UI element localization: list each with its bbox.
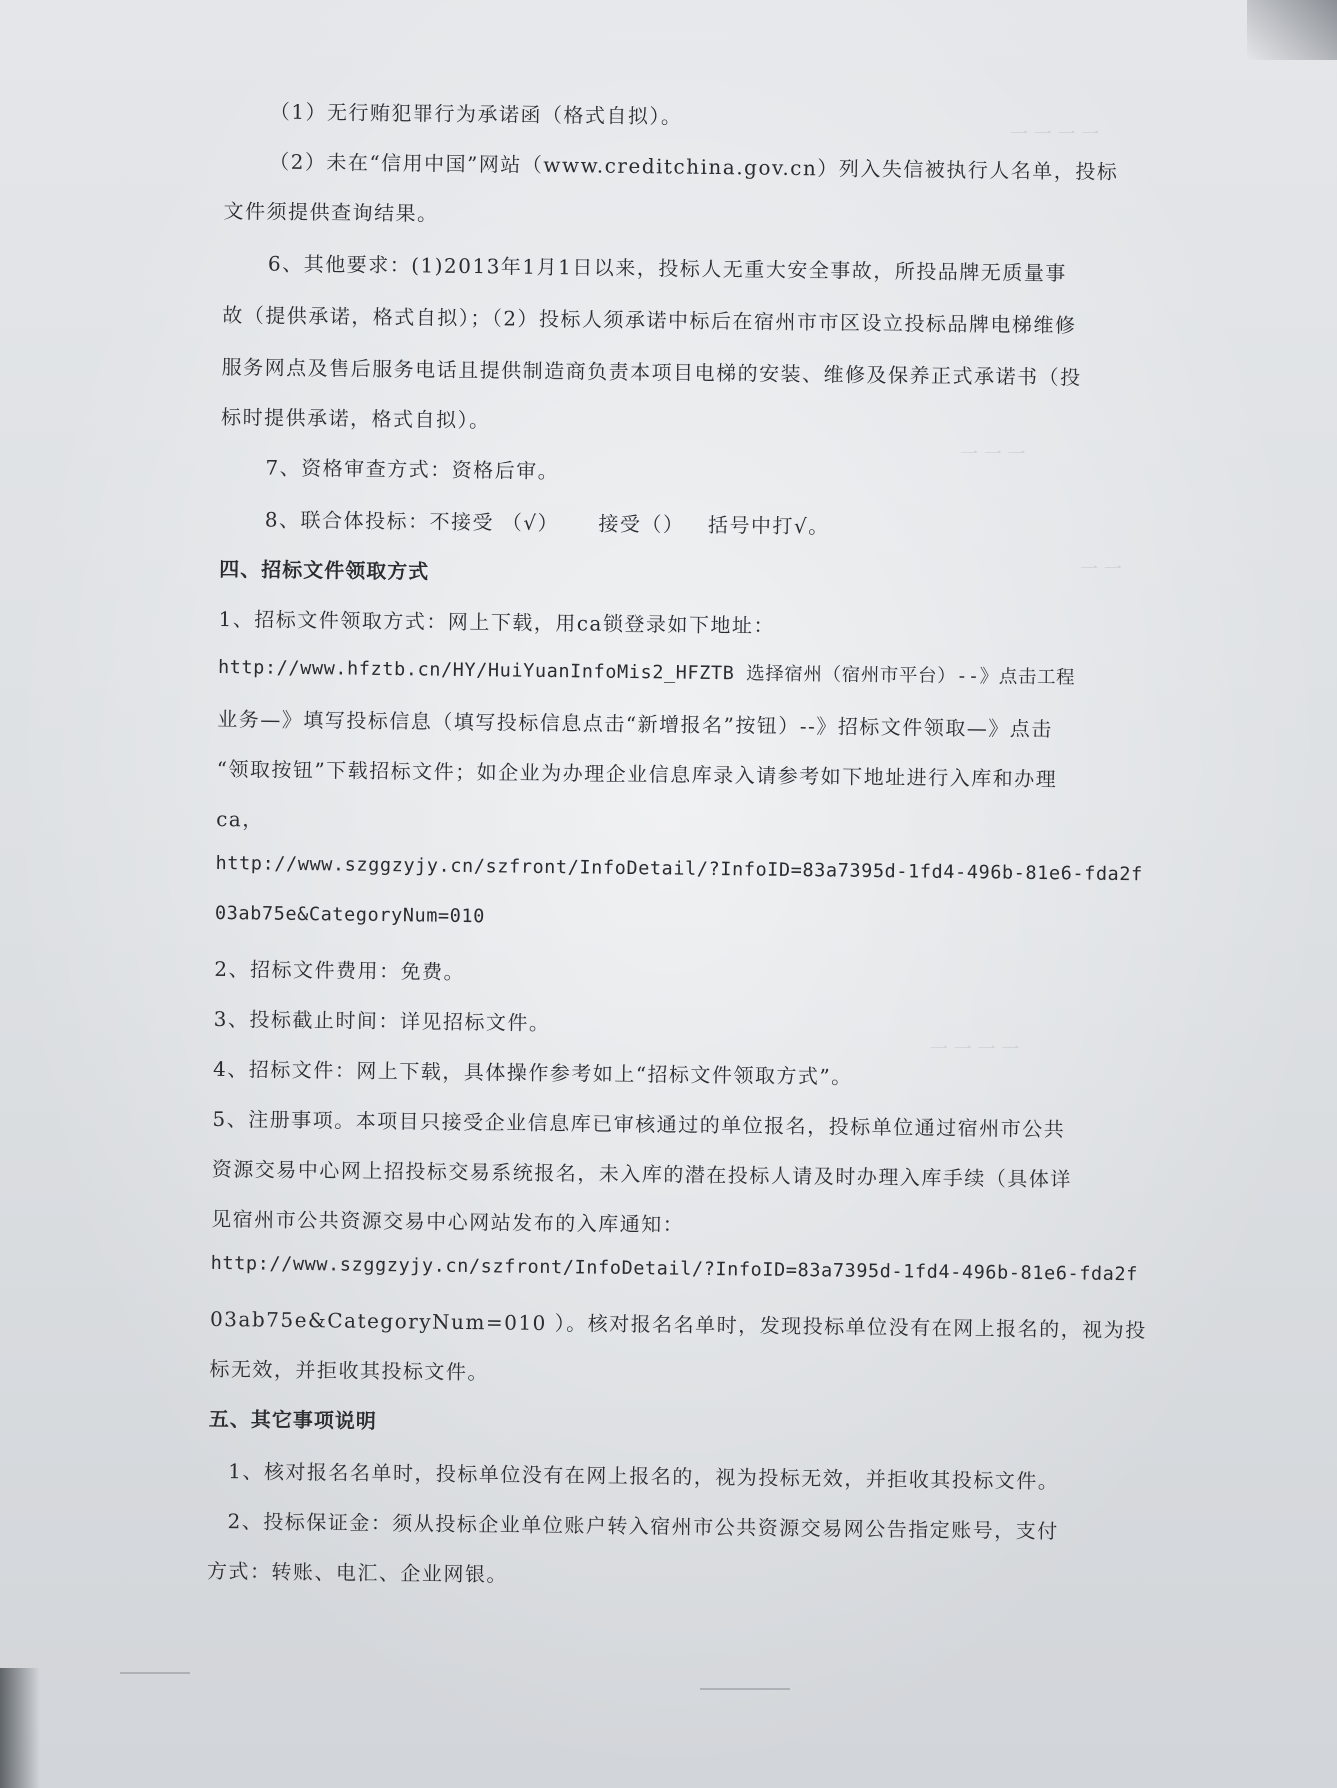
- text-line: （1）无行贿犯罪行为承诺函（格式自拟）。: [269, 99, 683, 129]
- scan-mark: [120, 1672, 190, 1674]
- text-line: 1、招标文件领取方式：网上下载，用ca锁登录如下地址：: [218, 606, 776, 638]
- text-line: 方式：转账、电汇、企业网银。: [206, 1558, 509, 1587]
- bleed-through-text: 一 一 一 一: [930, 1039, 1020, 1060]
- text-line: 8、联合体投标：不接受 （√） 接受（） 括号中打√。: [264, 507, 830, 539]
- text-line: 1、核对报名名单时，投标单位没有在网上报名的，视为投标无效，并拒收其投标文件。: [228, 1459, 1060, 1494]
- text-line: 03ab75e&CategoryNum=010 ）。核对报名名单时，发现投标单位没有在网上报名的，视为投: [209, 1306, 1147, 1343]
- text-line: 标时提供承诺，格式自拟）。: [220, 404, 491, 433]
- page-edge-shadow: [0, 1668, 40, 1788]
- page-corner-shadow: [1247, 0, 1337, 60]
- bleed-through-text: 一 一 一 一: [1010, 124, 1100, 145]
- text-line: 7、资格审查方式：资格后审。: [265, 455, 560, 484]
- text-line: ca，: [216, 806, 264, 832]
- text-line: 故（提供承诺，格式自拟）；（2）投标人须承诺中标后在宿州市市区设立投标品牌电梯维修: [222, 302, 1077, 338]
- text-line: 标无效，并拒收其投标文件。: [209, 1356, 490, 1385]
- url-line: http://www.szggzyjy.cn/szfront/InfoDetail/?InfoID=83a7395d-1fd4-496b-81e6-fda2f: [215, 852, 1143, 886]
- text-line: 3、投标截止时间：详见招标文件。: [213, 1006, 551, 1036]
- text-line: 6、其他要求：(1)2013年1月1日以来，投标人无重大安全事故，所投品牌无质量事: [267, 251, 1067, 286]
- section-heading: 四、招标文件领取方式: [219, 556, 430, 584]
- text-line: 服务网点及售后服务电话且提供制造商负责本项目电梯的安装、维修及保养正式承诺书（投: [221, 354, 1082, 390]
- text-line: 4、招标文件：网上下载，具体操作参考如上“招标文件领取方式”。: [212, 1056, 853, 1089]
- url-line: http://www.hfztb.cn/HY/HuiYuanInfoMis2_HFZTB 选择宿州（宿州市平台）--》点击工程: [217, 656, 1076, 689]
- scan-mark: [700, 1688, 790, 1690]
- text-line: （2）未在“信用中国”网站（www.creditchina.gov.cn）列入失信被执行人名单，投标: [269, 149, 1119, 184]
- text-line: 5、注册事项。本项目只接受企业信息库已审核通过的单位报名，投标单位通过宿州市公共: [212, 1106, 1066, 1142]
- section-heading: 五、其它事项说明: [208, 1406, 377, 1433]
- text-line: 资源交易中心网上招投标交易系统报名，未入库的潜在投标人请及时办理入库手续（具体详: [211, 1156, 1072, 1192]
- bleed-through-text: 一 一: [1080, 559, 1122, 580]
- text-line: 2、招标文件费用：免费。: [214, 956, 466, 984]
- bleed-through-text: 一 一 一: [960, 444, 1026, 465]
- url-line: 03ab75e&CategoryNum=010: [214, 902, 486, 928]
- text-line: 见宿州市公共资源交易中心网站发布的入库通知：: [211, 1206, 685, 1237]
- text-line: 业务—》填写投标信息（填写投标信息点击“新增报名”按钮）--》招标文件领取—》点击: [217, 706, 1053, 742]
- text-line: 文件须提供查询结果。: [223, 198, 439, 226]
- text-line: “领取按钮”下载招标文件；如企业为办理企业信息库录入请参考如下地址进行入库和办理: [216, 756, 1058, 792]
- text-line: 2、投标保证金：须从投标企业单位账户转入宿州市公共资源交易网公告指定账号，支付: [227, 1509, 1059, 1544]
- url-line: http://www.szggzyjy.cn/szfront/InfoDetail/?InfoID=83a7395d-1fd4-496b-81e6-fda2f: [210, 1252, 1139, 1286]
